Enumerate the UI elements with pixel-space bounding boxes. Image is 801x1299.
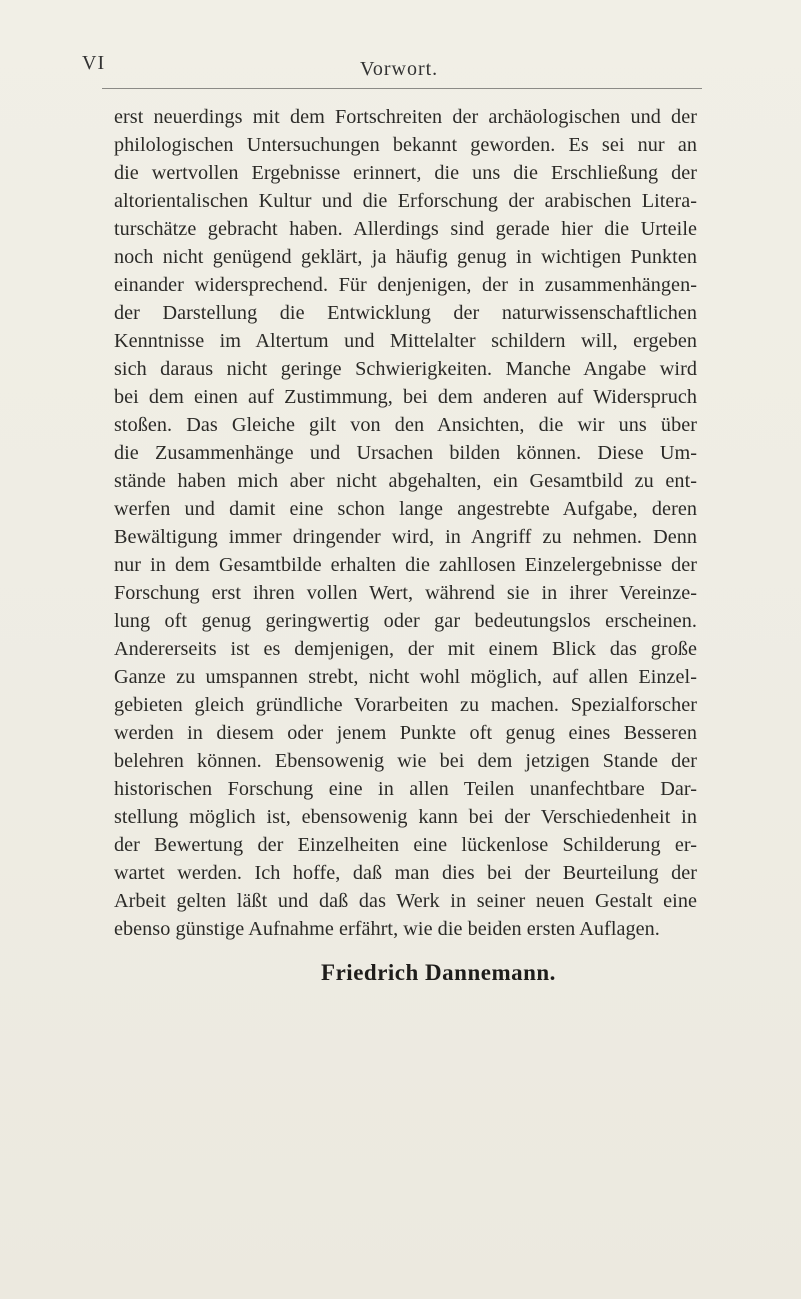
text-line: lung oft genug geringwertig oder gar bedeutungslos erscheinen. — [114, 610, 697, 632]
text-line: einander widersprechend. Für denjenigen, der in zusammenhängen- — [114, 274, 697, 296]
text-line: noch nicht genügend geklärt, ja häufig genug in wichtigen Punkten — [114, 246, 697, 268]
text-line: altorientalischen Kultur und die Erforschung der arabischen Litera- — [114, 190, 697, 212]
text-line: ebenso günstige Aufnahme erfährt, wie die beiden ersten Auflagen. — [114, 918, 660, 940]
text-line: philologischen Untersuchungen bekannt geworden. Es sei nur an — [114, 134, 697, 156]
text-line: die wertvollen Ergebnisse erinnert, die uns die Erschließung der — [114, 162, 697, 184]
page-number: VI — [82, 52, 106, 74]
text-line: stoßen. Das Gleiche gilt von den Ansichten, die wir uns über — [114, 414, 697, 436]
text-line: Forschung erst ihren vollen Wert, während sie in ihrer Vereinze- — [114, 582, 697, 604]
text-line: Arbeit gelten läßt und daß das Werk in seiner neuen Gestalt eine — [114, 890, 697, 912]
text-line: gebieten gleich gründliche Vorarbeiten zu machen. Spezialforscher — [114, 694, 697, 716]
text-line: die Zusammenhänge und Ursachen bilden können. Diese Um- — [114, 442, 697, 464]
text-line: stellung möglich ist, ebensowenig kann bei der Verschiedenheit in — [114, 806, 697, 828]
text-line: belehren können. Ebensowenig wie bei dem jetzigen Stande der — [114, 750, 697, 772]
text-line: historischen Forschung eine in allen Teilen unanfechtbare Dar- — [114, 778, 697, 800]
text-line: Bewältigung immer dringender wird, in Angriff zu nehmen. Denn — [114, 526, 697, 548]
text-line: der Darstellung die Entwicklung der naturwissenschaftlichen — [114, 302, 697, 324]
text-line: Kenntnisse im Altertum und Mittelalter schildern will, ergeben — [114, 330, 697, 352]
text-line: Andererseits ist es demjenigen, der mit einem Blick das große — [114, 638, 697, 660]
text-line: der Bewertung der Einzelheiten eine lückenlose Schilderung er- — [114, 834, 697, 856]
text-line: werfen und damit eine schon lange angestrebte Aufgabe, deren — [114, 498, 697, 520]
text-line: turschätze gebracht haben. Allerdings sind gerade hier die Urteile — [114, 218, 697, 240]
text-line: nur in dem Gesamtbilde erhalten die zahllosen Einzelergebnisse der — [114, 554, 697, 576]
header-rule — [102, 88, 702, 89]
text-line: sich daraus nicht geringe Schwierigkeiten. Manche Angabe wird — [114, 358, 697, 380]
author-name: Friedrich Dannemann. — [321, 960, 556, 985]
page-header — [82, 52, 702, 94]
author-signature — [0, 960, 801, 986]
running-head: Vorwort. — [360, 58, 439, 80]
text-line: wartet werden. Ich hoffe, daß man dies bei der Beurteilung der — [114, 862, 697, 884]
text-line: Ganze zu umspannen strebt, nicht wohl möglich, auf allen Einzel- — [114, 666, 697, 688]
text-line: bei dem einen auf Zustimmung, bei dem anderen auf Widerspruch — [114, 386, 697, 408]
text-line: stände haben mich aber nicht abgehalten, ein Gesamtbild zu ent- — [114, 470, 697, 492]
preface-body-text — [114, 103, 697, 943]
text-line: erst neuerdings mit dem Fortschreiten der archäologischen und der — [114, 106, 697, 128]
text-line: werden in diesem oder jenem Punkte oft genug eines Besseren — [114, 722, 697, 744]
